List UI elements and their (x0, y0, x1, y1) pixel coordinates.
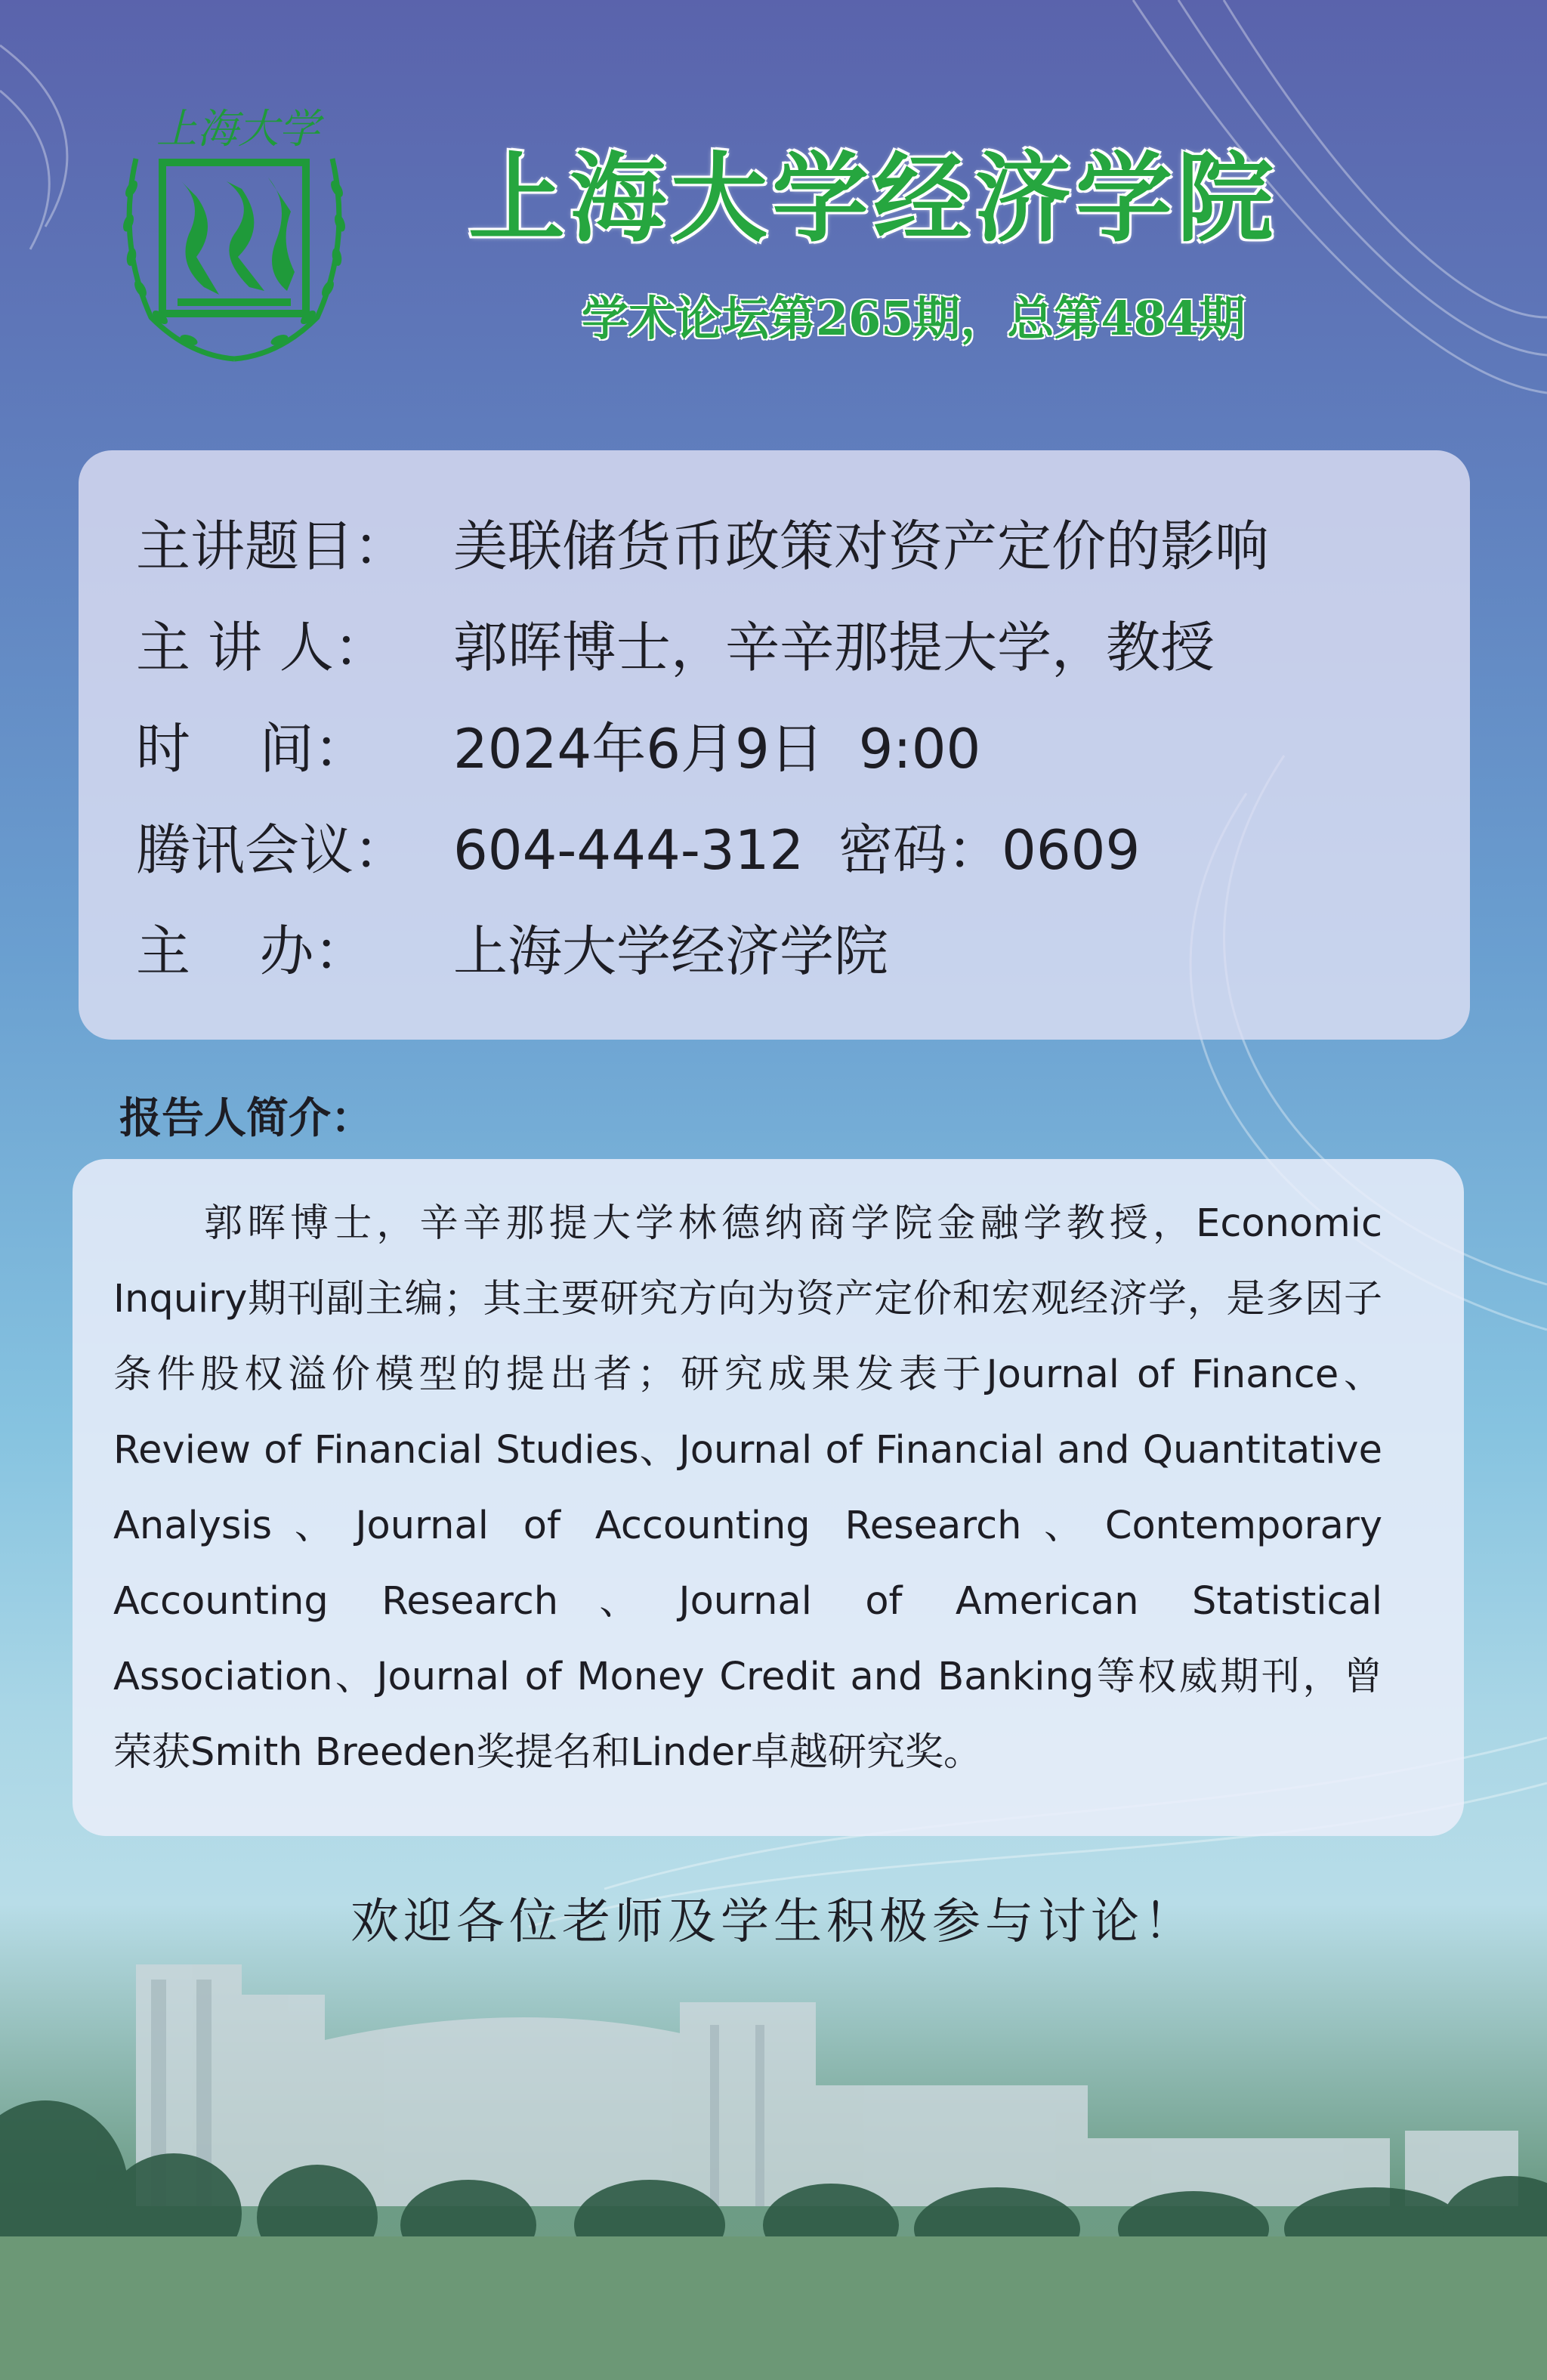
info-label: 主 讲 人： (136, 616, 388, 679)
info-row-speaker (136, 601, 1215, 685)
info-row-meeting (136, 804, 1140, 887)
info-label: 主讲题目： (136, 515, 409, 578)
info-row-topic (136, 500, 1269, 583)
info-value: 郭晖博士，辛辛那提大学，教授 (453, 616, 1215, 679)
info-label: 主 办： (136, 920, 369, 983)
info-value: 美联储货币政策对资产定价的影响 (453, 515, 1270, 578)
bio-heading: 报告人简介： (119, 1094, 373, 1143)
bio-text: 郭晖博士，辛辛那提大学林德纳商学院金融学教授，Economic Inquiry期刊副主编；其主要研究方向为资产定价和宏观经济学，是多因子条件股权溢价模型的提出者；研究成果发表于Journal of Finance、Review of Financial Studies、Journal of Financial and Quantitative Analysis、Journal of Accounting Research、Contemporary Accounting Research、Journal of American Statistical Association、Journal of Money Credit and Banking等权威期刊，曾荣获Smith Breeden奖提名和Linder卓越研究奖。 (113, 1201, 1382, 1775)
info-value: 604-444-312 密码：0609 (453, 818, 1141, 882)
welcome-message: 欢迎各位老师及学生积极参与讨论！ (350, 1894, 1197, 1950)
logo-text: 上海大学 (156, 105, 320, 153)
info-label: 腾讯会议： (136, 818, 409, 882)
info-value: 上海大学经济学院 (453, 920, 889, 983)
info-label: 时 间： (136, 717, 369, 780)
forum-issue-subtitle: 学术论坛第265期，总第484期 (582, 291, 1246, 346)
info-value: 2024年6月9日 9:00 (453, 717, 981, 780)
info-row-time (136, 703, 980, 786)
page-title: 上海大学经济学院 (468, 143, 1279, 255)
info-row-host (136, 905, 888, 988)
